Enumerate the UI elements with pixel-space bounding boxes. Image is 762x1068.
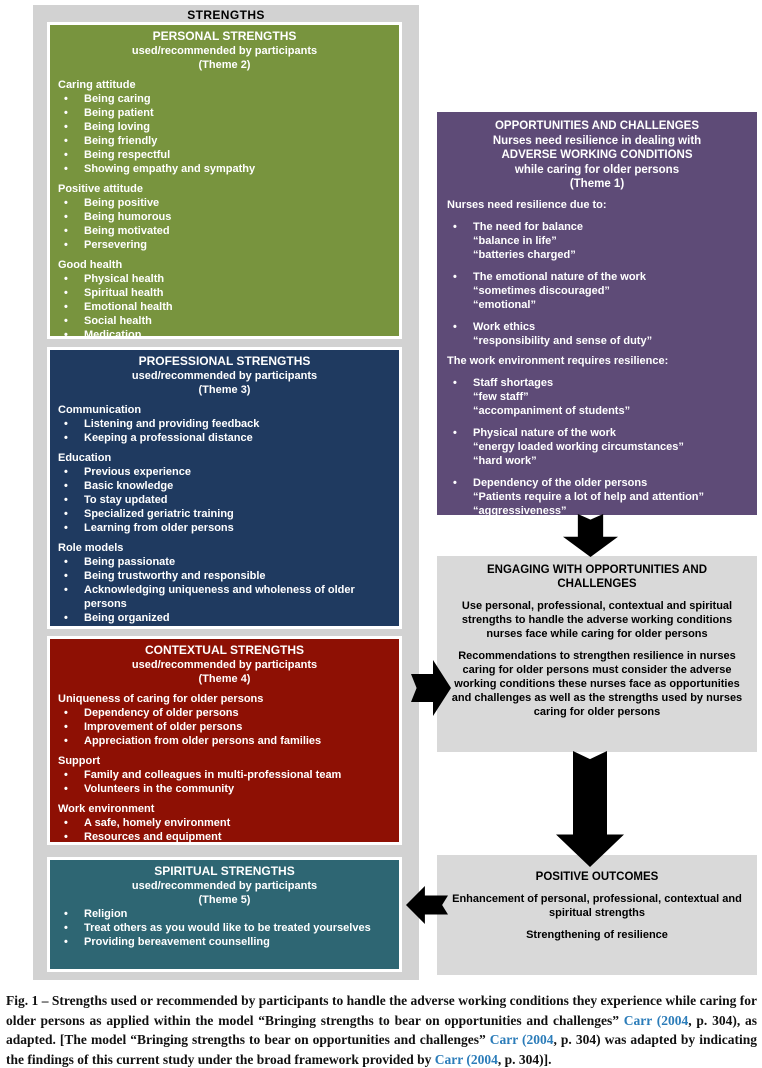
engaging-paragraph: Recommendations to strengthen resilience in nurses caring for older persons must consider the adverse working conditions these nurses face as opportunities and challenges as well as the strengths used by nurses caring for older persons xyxy=(451,650,743,718)
strengths-container-title: STRENGTHS xyxy=(187,8,265,22)
strength-groups xyxy=(58,403,391,625)
box-subtitle: used/recommended by participants xyxy=(131,45,318,57)
group-items xyxy=(58,417,391,445)
quote-line: “batteries charged” xyxy=(473,248,576,261)
opportunities-title-line: while caring for older persons xyxy=(514,163,680,176)
engaging-paragraph: Use personal, professional, contextual and spiritual strengths to handle the adverse working conditions nurses face while caring for older persons xyxy=(461,600,733,640)
bullet-item xyxy=(58,162,391,176)
strength-group xyxy=(58,451,391,535)
box-subtitle: used/recommended by participants xyxy=(131,880,318,892)
bullet-item-text: • Keeping a professional distance xyxy=(84,432,253,444)
caption-text: , p. 304)]. xyxy=(497,1051,552,1067)
group-items xyxy=(58,907,391,949)
personal-strengths-box xyxy=(47,22,402,339)
arrow-down-opportunities-to-engaging-icon xyxy=(563,514,618,557)
citation-link-carr-2004[interactable]: Carr (2004 xyxy=(623,1012,689,1028)
bullet-item xyxy=(58,224,391,238)
box-title: SPIRITUAL STRENGTHS xyxy=(154,864,295,878)
bullet-item-text: • Acknowledging uniqueness and wholeness of older persons xyxy=(84,584,355,610)
bullet-item xyxy=(58,431,391,445)
bullet-item-text: • Volunteers in the community xyxy=(84,783,235,795)
strength-groups xyxy=(58,907,391,949)
bullet-item xyxy=(58,816,391,830)
quotes xyxy=(447,490,747,518)
strength-group xyxy=(58,907,391,949)
bullet-item xyxy=(58,921,391,935)
bullet-item xyxy=(447,476,747,490)
bullet-item-text: • A safe, homely environment xyxy=(84,817,231,829)
bullet-item xyxy=(58,286,391,300)
quote-line: “responsibility and sense of duty” xyxy=(473,334,653,347)
citation-link-carr-2004[interactable]: Carr (2004 xyxy=(434,1051,498,1067)
quote-line: “emotional” xyxy=(473,298,536,311)
bullet-item xyxy=(58,120,391,134)
bullet-item xyxy=(58,569,391,583)
strength-groups xyxy=(58,78,391,342)
group-items xyxy=(58,92,391,176)
bullet-item-text: • Religion xyxy=(84,908,128,920)
bullet-item xyxy=(58,935,391,949)
bullet-item-text: • Basic knowledge xyxy=(84,480,174,492)
quote-line: “balance in life” xyxy=(473,234,557,247)
group-heading: Communication xyxy=(58,404,142,416)
bullet-item xyxy=(58,734,391,748)
strengths-container xyxy=(33,5,419,980)
group-heading: Work environment xyxy=(58,803,155,815)
bullet-item-text: • Appreciation from older persons and families xyxy=(84,735,322,747)
quote-line: “aggressiveness” xyxy=(473,504,567,517)
box-title: PERSONAL STRENGTHS xyxy=(152,29,297,43)
bullet-item-text: • Dependency of older persons xyxy=(84,707,239,719)
opportunities-bullet-item xyxy=(447,220,747,262)
opportunities-sections xyxy=(447,198,747,518)
group-items xyxy=(58,555,391,625)
group-heading: Support xyxy=(58,755,101,767)
box-theme-label: (Theme 3) xyxy=(198,384,251,396)
quotes xyxy=(447,390,747,418)
group-heading: Role models xyxy=(58,542,124,554)
bullet-item-text: • Specialized geriatric training xyxy=(84,508,234,520)
bullet-item-text: • Family and colleagues in multi-professional team xyxy=(84,769,342,781)
caption-segments xyxy=(6,993,757,1067)
engaging-with-opportunities-box xyxy=(437,556,757,752)
bullet-item xyxy=(447,320,747,334)
bullet-item xyxy=(58,417,391,431)
opportunities-title-line: (Theme 1) xyxy=(569,178,625,190)
bullet-item xyxy=(58,479,391,493)
bullet-item xyxy=(58,196,391,210)
bullet-item-text: • Being patient xyxy=(84,107,154,119)
group-items xyxy=(58,196,391,252)
bullet-item-text: • Social health xyxy=(84,315,152,327)
box-title: CONTEXTUAL STRENGTHS xyxy=(144,643,305,657)
bullet-item xyxy=(58,106,391,120)
bullet-item xyxy=(58,583,391,611)
outcomes-paragraphs xyxy=(446,892,748,942)
bullet-item-text: • Physical health xyxy=(84,273,165,285)
opportunities-title-line: ADVERSE WORKING CONDITIONS xyxy=(501,149,693,161)
bullet-item xyxy=(58,830,391,844)
bullet-item-text: • Dependency of the older persons xyxy=(473,476,648,489)
opportunities-section xyxy=(447,198,747,348)
engaging-paragraphs xyxy=(446,599,748,719)
arrow-down-engaging-to-outcomes-icon xyxy=(556,751,624,867)
bullet-item xyxy=(58,148,391,162)
bullet-item-text: • Being loving xyxy=(84,121,150,133)
figure-caption xyxy=(6,991,757,1068)
engaging-title: ENGAGING WITH OPPORTUNITIES AND CHALLENGES xyxy=(487,564,707,590)
strength-group xyxy=(58,78,391,176)
contextual-strengths-box xyxy=(47,636,402,845)
bullet-item xyxy=(58,907,391,921)
group-heading: Education xyxy=(58,452,112,464)
opportunities-title-lines xyxy=(447,119,747,192)
quote-line: “hard work” xyxy=(473,454,537,467)
group-items xyxy=(58,768,391,796)
quotes xyxy=(447,334,747,348)
opportunities-bullet-item xyxy=(447,476,747,518)
quote-line: “accompaniment of students” xyxy=(473,404,631,417)
bullet-item-text: • Improvement of older persons xyxy=(84,721,243,733)
group-heading: Good health xyxy=(58,259,123,271)
bullet-item-text: • Physical nature of the work xyxy=(473,426,617,439)
outcomes-title: POSITIVE OUTCOMES xyxy=(535,871,659,883)
opportunities-and-challenges-box xyxy=(437,112,757,515)
bullet-item-text: • Treat others as you would like to be treated yourselves xyxy=(84,922,371,934)
section-items xyxy=(447,376,747,518)
box-theme-label: (Theme 5) xyxy=(198,894,251,906)
box-title: PROFESSIONAL STRENGTHS xyxy=(138,354,311,368)
bullet-item-text: • Being respectful xyxy=(84,149,171,161)
bullet-item-text: • Work ethics xyxy=(473,320,536,333)
bullet-item-text: • Being friendly xyxy=(84,135,158,147)
bullet-item-text: • The need for balance xyxy=(473,220,584,233)
bullet-item-text: • To stay updated xyxy=(84,494,168,506)
strength-group xyxy=(58,754,391,796)
quote-line: “Patients require a lot of help and attention” xyxy=(473,490,705,503)
opportunities-section xyxy=(447,354,747,518)
bullet-item xyxy=(58,706,391,720)
bullet-item-text: • Being motivated xyxy=(84,225,170,237)
bullet-item-text: • Previous experience xyxy=(84,466,192,478)
bullet-item xyxy=(447,270,747,284)
section-heading: The work environment requires resilience: xyxy=(447,354,669,367)
bullet-item-text: • Learning from older persons xyxy=(84,522,234,534)
quote-line: “energy loaded working circumstances” xyxy=(473,440,684,453)
box-subtitle: used/recommended by participants xyxy=(131,370,318,382)
bullet-item-text: • Providing bereavement counselling xyxy=(84,936,270,948)
bullet-item-text: • Emotional health xyxy=(84,301,173,313)
group-heading: Caring attitude xyxy=(58,79,136,91)
bullet-item xyxy=(447,220,747,234)
citation-link-carr-2004[interactable]: Carr (2004 xyxy=(489,1032,554,1047)
bullet-item xyxy=(58,314,391,328)
strength-groups xyxy=(58,692,391,844)
strength-group xyxy=(58,541,391,625)
strength-group xyxy=(58,692,391,748)
group-items xyxy=(58,272,391,342)
bullet-item xyxy=(58,465,391,479)
bullet-item-text: • Being trustworthy and responsible xyxy=(84,570,266,582)
outcomes-paragraph: Strengthening of resilience xyxy=(526,929,668,941)
bullet-item-text: • Being positive xyxy=(84,197,160,209)
bullet-item-text: • Spiritual health xyxy=(84,287,164,299)
bullet-item xyxy=(58,210,391,224)
section-items xyxy=(447,220,747,348)
outcomes-paragraph: Enhancement of personal, professional, contextual and spiritual strengths xyxy=(452,893,742,919)
strength-group xyxy=(58,182,391,252)
group-heading: Uniqueness of caring for older persons xyxy=(58,693,264,705)
quotes xyxy=(447,234,747,262)
bullet-item-text: • Being passionate xyxy=(84,556,176,568)
quote-line: “sometimes discouraged” xyxy=(473,284,610,297)
bullet-item-text: • Being caring xyxy=(84,93,151,105)
strength-group xyxy=(58,258,391,342)
bullet-item xyxy=(58,720,391,734)
opportunities-bullet-item xyxy=(447,376,747,418)
quotes xyxy=(447,440,747,468)
bullet-item xyxy=(58,521,391,535)
bullet-item-text: • Resources and equipment xyxy=(84,831,222,843)
group-heading: Positive attitude xyxy=(58,183,143,195)
bullet-item xyxy=(447,376,747,390)
bullet-item xyxy=(447,426,747,440)
bullet-item xyxy=(58,507,391,521)
bullet-item-text: • Persevering xyxy=(84,239,147,251)
group-items xyxy=(58,706,391,748)
bullet-item xyxy=(58,92,391,106)
opportunities-bullet-item xyxy=(447,426,747,468)
quote-line: “few staff” xyxy=(473,390,529,403)
bullet-item-text: • Listening and providing feedback xyxy=(84,418,260,430)
bullet-item xyxy=(58,611,391,625)
bullet-item xyxy=(58,555,391,569)
caption-text: Fig. 1 – Strengths used or recommended by participants to handle the adverse working conditions they experience while caring for older persons as applied within the model “Bringing strengths to bear on opportunities and challenges” xyxy=(6,993,757,1028)
bullet-item-text: • Showing empathy and sympathy xyxy=(84,163,256,175)
bullet-item-text: • The emotional nature of the work xyxy=(473,270,646,283)
spiritual-strengths-box xyxy=(47,857,402,972)
bullet-item xyxy=(58,272,391,286)
opportunities-title-line: OPPORTUNITIES AND CHALLENGES xyxy=(494,120,700,132)
opportunities-bullet-item xyxy=(447,320,747,348)
bullet-item xyxy=(58,238,391,252)
opportunities-bullet-item xyxy=(447,270,747,312)
bullet-item-text: • Staff shortages xyxy=(473,376,554,389)
box-theme-label: (Theme 2) xyxy=(198,59,251,71)
quotes xyxy=(447,284,747,312)
bullet-item-text: • Being humorous xyxy=(84,211,172,223)
bullet-item-text: • Being organized xyxy=(84,612,170,624)
opportunities-title-line: Nurses need resilience in dealing with xyxy=(492,134,702,147)
bullet-item xyxy=(58,493,391,507)
bullet-item xyxy=(58,768,391,782)
positive-outcomes-box xyxy=(437,855,757,975)
bullet-item xyxy=(58,328,391,342)
strength-group xyxy=(58,403,391,445)
box-subtitle: used/recommended by participants xyxy=(131,659,318,671)
bullet-item-text: • Medication xyxy=(84,329,142,341)
section-heading: Nurses need resilience due to: xyxy=(447,198,607,211)
caption-text: , p. 304), as adapted. [The model “Bringing strengths to bear on opportunities and challenges” xyxy=(6,1012,757,1047)
group-items xyxy=(58,465,391,535)
group-items xyxy=(58,816,391,844)
bullet-item xyxy=(58,300,391,314)
bullet-item xyxy=(58,782,391,796)
bullet-item xyxy=(58,134,391,148)
box-theme-label: (Theme 4) xyxy=(198,673,251,685)
professional-strengths-box xyxy=(47,347,402,629)
strength-group xyxy=(58,802,391,844)
caption-text: , p. 304) was adapted by indicating the findings of this current study under the broad framework provided by xyxy=(6,1032,757,1067)
